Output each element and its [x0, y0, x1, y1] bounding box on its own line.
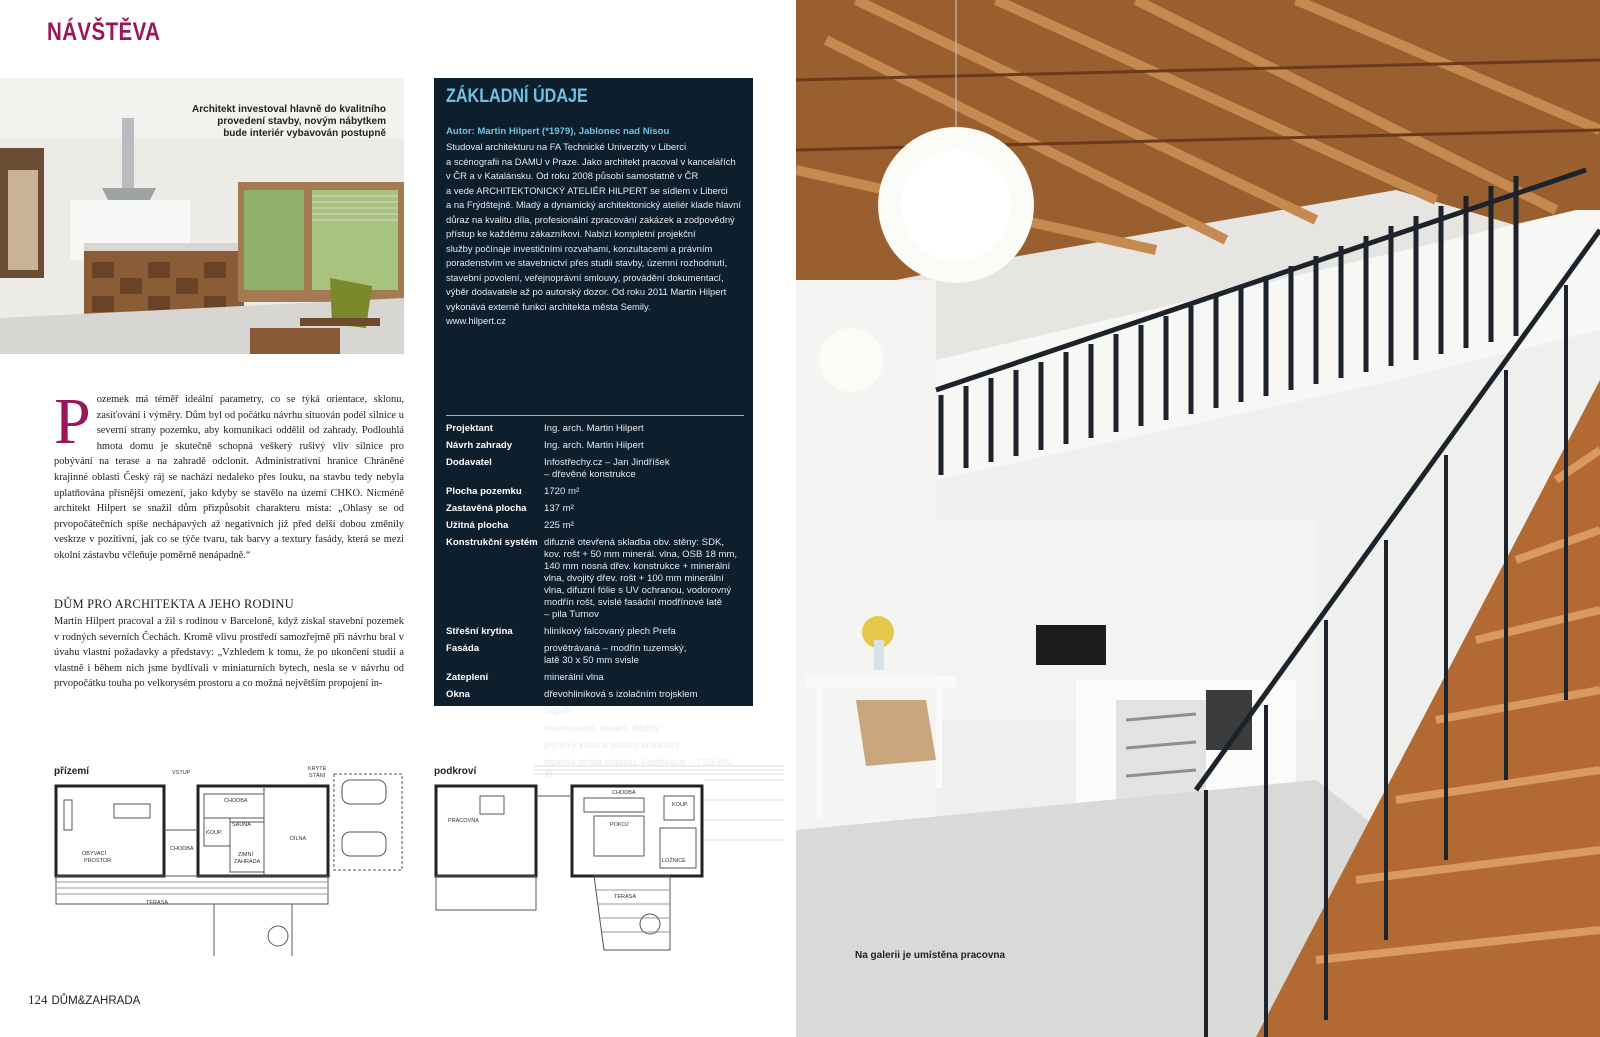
info-value-line: dřevohliníková s izolačním trojsklem [544, 689, 698, 700]
info-label: Střešní krytina [446, 626, 513, 637]
info-value-line: difuzně otevřená skladba obv. stěny: SDK, [544, 537, 725, 548]
info-label: Projektant [446, 423, 493, 434]
svg-text:VSTUP: VSTUP [172, 770, 191, 776]
info-value [544, 643, 746, 667]
svg-text:OBÝVACÍ: OBÝVACÍ [82, 851, 107, 857]
bio-line: poradenstvím ve stavebnictví přes studii stavby, územní rozhodnutí, [446, 257, 728, 268]
info-label: Podlahy [446, 723, 484, 734]
info-value-line: – dřevěné konstrukce [544, 469, 636, 480]
info-value-line: 1720 m² [544, 486, 580, 497]
info-value [544, 503, 746, 515]
info-label: Návrh zahrady [446, 440, 513, 451]
info-value-line: hliníkový falcovaný plech Prefa [544, 626, 676, 637]
info-value [544, 626, 746, 638]
info-box-title: ZÁKLADNÍ ÚDAJE [446, 86, 588, 107]
bio-line: přístup ke každému zákazníkovi. Nabízí kompletní projekční [446, 228, 696, 239]
bio-line: stavební povolení, veřejnoprávní smlouvy, provádění dokumentací, [446, 271, 724, 283]
info-row [446, 457, 746, 481]
svg-text:CHODBA: CHODBA [224, 798, 248, 804]
info-value-line: vlna, difuzní fólie s UV ochranou, vodorovný [544, 585, 732, 596]
info-label: Ostatní [446, 757, 480, 768]
info-value [544, 440, 746, 452]
info-value-line: marmoleum, keram. dlažby [544, 723, 660, 734]
info-row [446, 486, 746, 498]
interior-photo [796, 0, 1600, 1037]
info-value-line: 225 m² [544, 520, 574, 531]
ground-plan-label: přízemí [54, 766, 90, 777]
info-value-line: 137 m² [544, 503, 574, 514]
article-subhead: DŮM PRO ARCHITEKTA A JEHO RODINU [54, 597, 294, 611]
info-value-line: Ing. arch. Martin Hilpert [544, 423, 644, 434]
info-row [446, 626, 746, 638]
info-label: Okna [446, 689, 470, 700]
svg-text:DÍLNA: DÍLNA [290, 836, 307, 842]
info-value-line: kov. rošt + 50 mm minerál. vlna, OSB 18 mm, [544, 549, 738, 560]
info-value [544, 520, 746, 532]
article-intro-text: ozemek má téměř ideální parametry, co se týká orientace, sklonu, zasíťování i výměry. Dům byl od počátku návrhu situován podél silnice u severní strany pozemku, aby komunikaci oddělil od zahrady. Podlouhlá hmota domu je skutečně schopná veškerý rušivý vliv silnice pro pobývání na terase a na zahradě odclonit. Administrativní hranice Chráněné krajinné oblasti Český ráj se nachází nedaleko přes louku, na stavbu tedy nebyla uplatňována přísnější omezení, jako kdyby se stavělo na území CHKO. Nicméně architekt Hilpert se snažil dům přizpůsobit charakteru místa: „Ohlasy se od prvopočátečních spíše nechápavých až negativních již před delší dobou změnily veskrze v pozitivní, jak co se týče tvaru, tak barvy a textury fasády, která se mezi okolní zástavbu včleňuje poměrně nenápadně.“ [54, 394, 404, 561]
svg-text:KOUP.: KOUP. [206, 830, 223, 836]
info-value-line: Ing. arch. Martin Hilpert [544, 440, 644, 451]
info-box-author: Autor: Martin Hilpert (*1979), Jablonec nad Nisou [446, 126, 670, 137]
info-row [446, 423, 746, 435]
info-value-line: tepelná ztráta objektu, klasifikace – 7,55 kW, ‚B‘ [544, 757, 734, 780]
bio-line: důraz na kvalitu díla, profesionální zpracování zakázek a zodpovědný [446, 213, 735, 225]
info-box-bio [446, 140, 746, 329]
interior-photo-caption: Na galerii je umístěna pracovna [855, 950, 1006, 961]
info-value-line: – pila Turnov [544, 609, 599, 620]
ground-floor-plan [54, 760, 410, 960]
info-value [544, 740, 746, 752]
article-intro [54, 385, 404, 564]
svg-text:TERASA: TERASA [614, 894, 637, 900]
info-value [544, 706, 746, 718]
bio-line: služby počínaje investičními rozvahami, konzultacemi a právním [446, 242, 713, 254]
page-number: 124 [28, 992, 48, 1007]
svg-text:POKOJ: POKOJ [610, 822, 629, 828]
info-row [446, 537, 746, 621]
info-value-line: Sapeli [544, 706, 571, 717]
info-value [544, 672, 746, 684]
info-row [446, 672, 746, 684]
info-row [446, 643, 746, 667]
info-row [446, 689, 746, 701]
svg-text:LOŽNICE: LOŽNICE [662, 858, 686, 864]
info-divider [446, 415, 744, 416]
info-value [544, 457, 746, 481]
bio-line: Studoval architekturu na FA Technické Univerzity v Liberci [446, 141, 687, 152]
page-folio [28, 992, 140, 1008]
attic-floor-plan [434, 760, 784, 960]
info-label: Dodavatel [446, 457, 492, 468]
info-label: Zastavěná plocha [446, 503, 527, 514]
bio-line: výběr dodavatele až po autorský dozor. Od roku 2011 Martin Hilpert [446, 286, 727, 297]
info-value [544, 423, 746, 435]
info-value-line: minerální vlna [544, 672, 604, 683]
info-value-line: modřín rošt, svislé fasádní modřínové latě [544, 597, 723, 608]
svg-text:KRYTÉ: KRYTÉ [308, 766, 327, 772]
svg-text:CHODBA: CHODBA [612, 790, 636, 796]
article-paragraph: Martin Hilpert pracoval a žil s rodinou v Barceloně, když získal stavební pozemek v rodných severních Čechách. Kromě vlivu prostředí samozřejmě při návrhu bral v úvahu vlastní požadavky a představy: „Vzhledem k tomu, že po ukončení studií a vlastně i během nich jsme bydlívali v miniaturních bytech, nesla se v návrhu od prvopočátku touha po velkorysém prostoru a co možná největším propojení in- [54, 616, 404, 690]
info-value [544, 486, 746, 498]
svg-text:KOUP.: KOUP. [672, 802, 689, 808]
kitchen-photo-caption [176, 104, 386, 140]
info-value [544, 689, 746, 701]
bio-line: vykonává externě funkci architekta města Semily. [446, 300, 651, 312]
dropcap: P [54, 385, 91, 458]
info-value [544, 537, 746, 621]
info-row [446, 740, 746, 752]
info-value-line: plynový kotel a solární kolektory [544, 740, 680, 751]
bio-website-link[interactable]: www.hilpert.cz [446, 315, 506, 326]
info-label: Užitná plocha [446, 520, 509, 531]
svg-text:CHODBA: CHODBA [170, 846, 194, 852]
info-row [446, 706, 746, 718]
info-label: Plocha pozemku [446, 486, 522, 497]
magazine-name: DŮM&ZAHRADA [51, 995, 141, 1007]
svg-text:STÁNÍ: STÁNÍ [309, 773, 326, 779]
info-value-line: Infostřechy.cz – Jan Jindříšek [544, 457, 670, 468]
info-value-line: provětrávaná – modřín tuzemský, [544, 643, 687, 654]
bio-line: a na Frýdštejně. Mladý a dynamický architektonický ateliér klade hlavní [446, 199, 741, 210]
kitchen-photo [0, 78, 404, 354]
info-label: Konstrukční systém [446, 537, 538, 548]
info-row [446, 723, 746, 735]
bio-line: a vede ARCHITEKTONICKÝ ATELIÉR HILPERT se sídlem v Liberci [446, 184, 728, 196]
bio-line: a scénografii na DAMU v Praze. Jako architekt pracoval v kancelářích [446, 155, 736, 167]
info-label: Fasáda [446, 643, 480, 654]
svg-text:PROSTOR: PROSTOR [84, 858, 112, 864]
svg-text:PRACOVNA: PRACOVNA [448, 818, 479, 824]
caption-line: bude interiér vybavován postupně [223, 128, 386, 139]
bio-line: v ČR a v Katalánsku. Od roku 2008 působí samostatně v ČR [446, 170, 699, 181]
info-value-line: 140 mm nosná dřev. konstrukce + minerální [544, 561, 731, 572]
svg-text:SAUNA: SAUNA [232, 822, 251, 828]
info-value [544, 723, 746, 735]
attic-plan-label: podkroví [434, 766, 477, 777]
svg-text:ZAHRADA: ZAHRADA [234, 859, 261, 865]
info-label: Zateplení [446, 672, 489, 683]
info-row [446, 440, 746, 452]
info-row [446, 503, 746, 515]
info-label: Vnitřní dveře [446, 706, 505, 717]
info-value-line: latě 30 x 50 mm svisle [544, 655, 639, 666]
info-table [446, 423, 746, 786]
info-label: Vytápění [446, 740, 486, 751]
info-row [446, 520, 746, 532]
svg-text:TERASA: TERASA [146, 900, 169, 906]
section-title: NÁVŠTĚVA [47, 18, 161, 46]
info-value-line: vlna, dvojitý dřev. rošt + 100 mm minerální [544, 573, 724, 584]
caption-line: provedení stavby, novým nábytkem [217, 116, 386, 127]
svg-text:ZIMNÍ: ZIMNÍ [238, 852, 253, 858]
caption-line: Architekt investoval hlavně do kvalitního [192, 104, 386, 115]
